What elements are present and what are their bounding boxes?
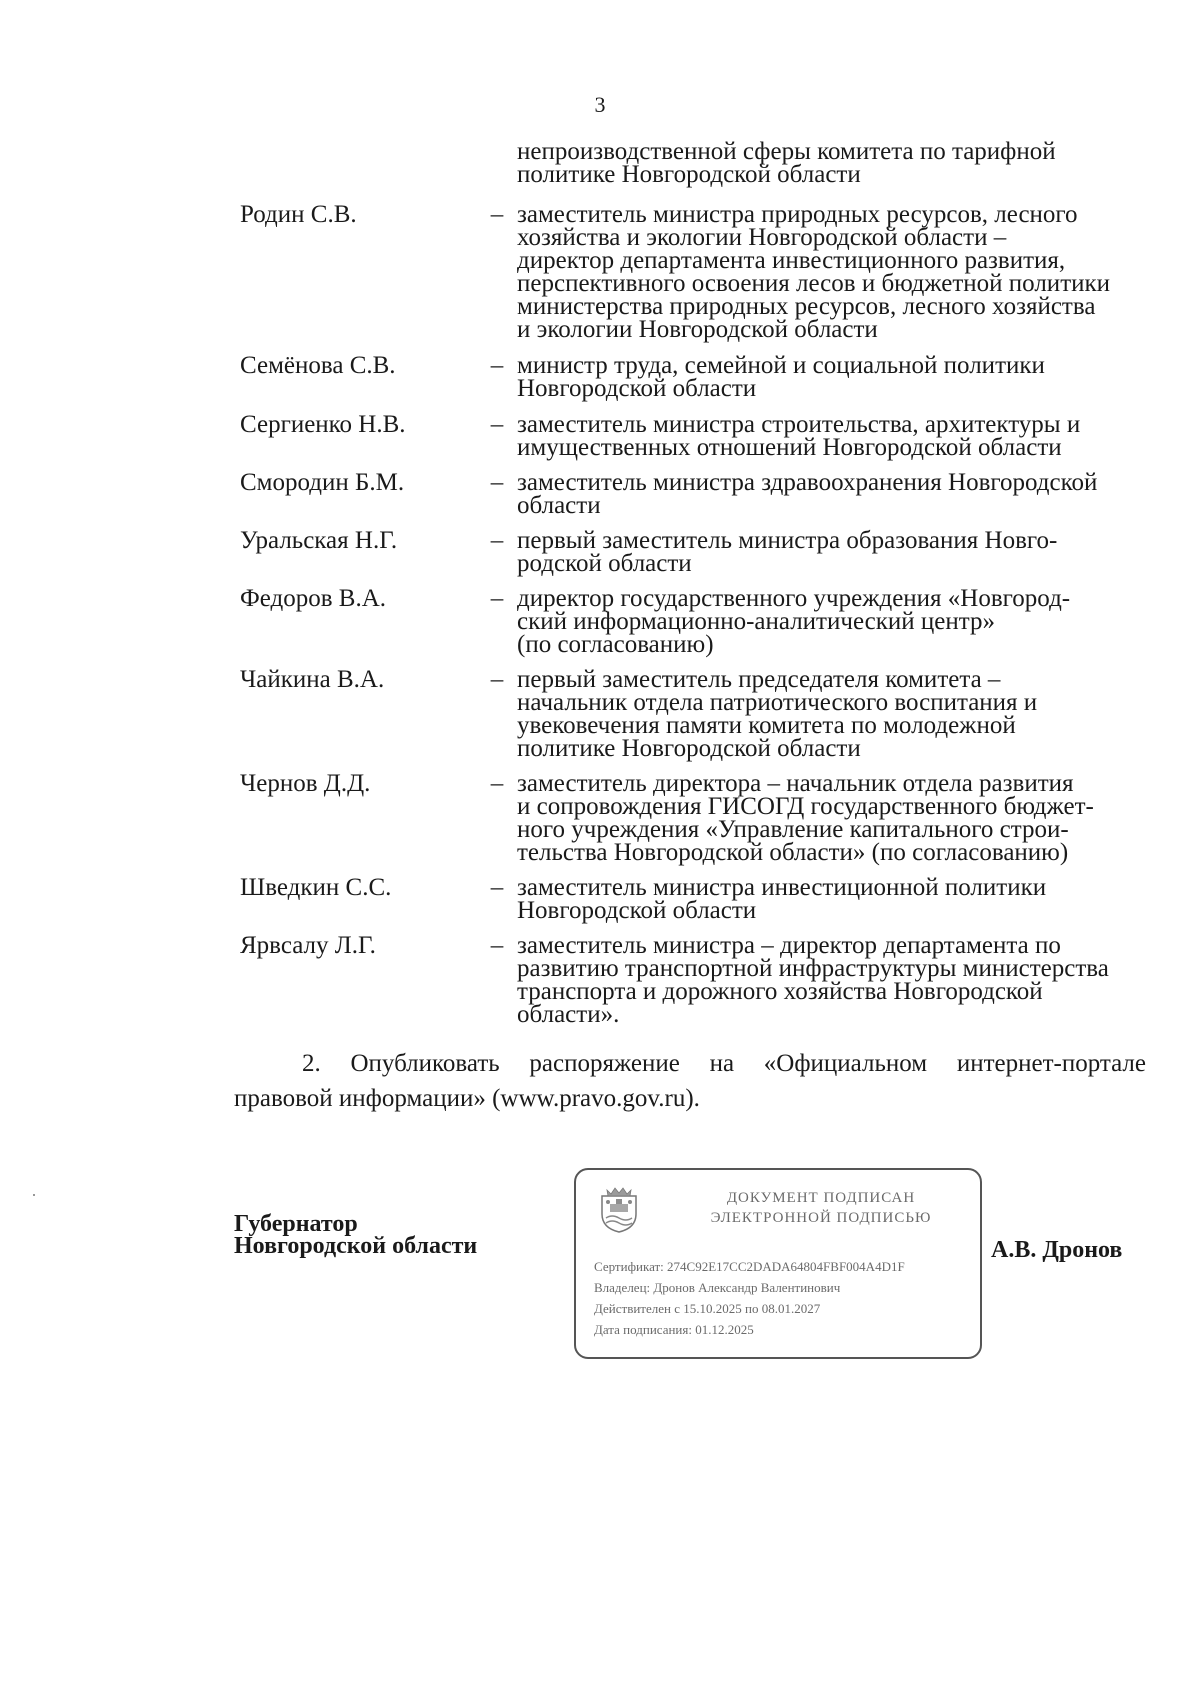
member-dash: –: [490, 201, 504, 228]
description-line: заместитель министра природных ресурсов, лесного: [517, 201, 1078, 228]
member-name: Ярвсалу Л.Г.: [240, 932, 376, 959]
member-description: [517, 354, 1162, 400]
member-description: [517, 668, 1162, 760]
stamp-header: [676, 1188, 966, 1228]
publication-paragraph: [234, 1046, 1146, 1116]
page-number: 3: [594, 92, 606, 117]
description-line: директор государственного учреждения «Новгород-: [517, 585, 1071, 612]
continuation-text: [517, 140, 1157, 186]
member-name: Уральская Н.Г.: [240, 527, 398, 554]
member-name: Федоров В.А.: [240, 585, 387, 612]
continuation-line: непроизводственной сферы комитета по тарифной: [517, 138, 1056, 165]
member-dash: –: [490, 874, 504, 901]
description-line: заместитель министра здравоохранения Новгородской: [517, 469, 1098, 496]
member-name: Чернов Д.Д.: [240, 770, 371, 797]
member-dash: –: [490, 585, 504, 612]
member-name: Чайкина В.А.: [240, 666, 385, 693]
signer-position-line: Губернатор: [234, 1211, 358, 1237]
description-line: заместитель министра – директор департамента по: [517, 932, 1061, 959]
description-line: и сопровождения ГИСОГД государственного бюджет-: [517, 793, 1094, 820]
stamp-validity: Действителен с 15.10.2025 по 08.01.2027: [594, 1301, 821, 1316]
stamp-owner: Владелец: Дронов Александр Валентинович: [594, 1280, 841, 1295]
description-line: Новгородской области: [517, 375, 757, 402]
description-line: ский информационно-аналитический центр»: [517, 608, 995, 635]
scan-speck: [33, 1194, 35, 1196]
signer-position: [234, 1213, 524, 1257]
description-line: хозяйства и экологии Новгородской области –: [517, 224, 1007, 251]
member-description: [517, 471, 1162, 517]
description-line: первый заместитель министра образования Новго-: [517, 527, 1058, 554]
description-line: (по согласованию): [517, 631, 714, 658]
description-line: тельства Новгородской области» (по согласованию): [517, 839, 1069, 866]
description-line: Новгородской области: [517, 897, 757, 924]
member-description: [517, 934, 1162, 1026]
description-line: развитию транспортной инфраструктуры министерства: [517, 955, 1109, 982]
description-line: первый заместитель председателя комитета –: [517, 666, 1001, 693]
member-name: Шведкин С.С.: [240, 874, 392, 901]
stamp-header-line: ЭЛЕКТРОННОЙ ПОДПИСЬЮ: [710, 1210, 932, 1226]
description-line: имущественных отношений Новгородской области: [517, 434, 1062, 461]
paragraph-line: 2. Опубликовать распоряжение на «Официальном интернет-портале: [302, 1050, 1146, 1077]
member-name: Родин С.В.: [240, 201, 357, 228]
member-description: [517, 529, 1162, 575]
member-dash: –: [490, 469, 504, 496]
description-line: политике Новгородской области: [517, 735, 861, 762]
member-description: [517, 413, 1162, 459]
description-line: транспорта и дорожного хозяйства Новгородской: [517, 978, 1043, 1005]
member-description: [517, 876, 1162, 922]
description-line: министр труда, семейной и социальной политики: [517, 352, 1045, 379]
description-line: и экологии Новгородской области: [517, 316, 878, 343]
continuation-line: политике Новгородской области: [517, 161, 861, 188]
member-dash: –: [490, 666, 504, 693]
description-line: родской области: [517, 550, 692, 577]
description-line: начальник отдела патриотического воспитания и: [517, 689, 1038, 716]
description-line: перспективного освоения лесов и бюджетной политики: [517, 270, 1111, 297]
stamp-signed-date: Дата подписания: 01.12.2025: [594, 1322, 754, 1337]
signer-position-line: Новгородской области: [234, 1233, 478, 1259]
member-dash: –: [490, 352, 504, 379]
member-name: Семёнова С.В.: [240, 352, 396, 379]
description-line: ного учреждения «Управление капитального строи-: [517, 816, 1069, 843]
electronic-signature-stamp: [574, 1168, 982, 1359]
stamp-header-line: ДОКУМЕНТ ПОДПИСАН: [726, 1190, 916, 1206]
novgorod-coat-of-arms-icon: [598, 1184, 640, 1234]
member-dash: –: [490, 527, 504, 554]
member-dash: –: [490, 770, 504, 797]
member-name: Смородин Б.М.: [240, 469, 405, 496]
paragraph-line: правовой информации» (www.pravo.gov.ru).: [234, 1085, 700, 1112]
stamp-details: [594, 1256, 974, 1340]
member-name: Сергиенко Н.В.: [240, 411, 406, 438]
member-description: [517, 203, 1162, 341]
member-dash: –: [490, 932, 504, 959]
signer-name: А.В. Дронов: [991, 1237, 1123, 1263]
description-line: области: [517, 492, 601, 519]
description-line: министерства природных ресурсов, лесного хозяйства: [517, 293, 1096, 320]
description-line: заместитель министра инвестиционной политики: [517, 874, 1047, 901]
description-line: заместитель директора – начальник отдела развития: [517, 770, 1074, 797]
description-line: увековечения памяти комитета по молодежной: [517, 712, 1016, 739]
description-line: области».: [517, 1001, 620, 1028]
stamp-certificate: Сертификат: 274C92E17CC2DADA64804FBF004A4D1F: [594, 1259, 905, 1274]
member-description: [517, 772, 1162, 864]
member-description: [517, 587, 1162, 656]
description-line: заместитель министра строительства, архитектуры и: [517, 411, 1081, 438]
member-dash: –: [490, 411, 504, 438]
description-line: директор департамента инвестиционного развития,: [517, 247, 1066, 274]
